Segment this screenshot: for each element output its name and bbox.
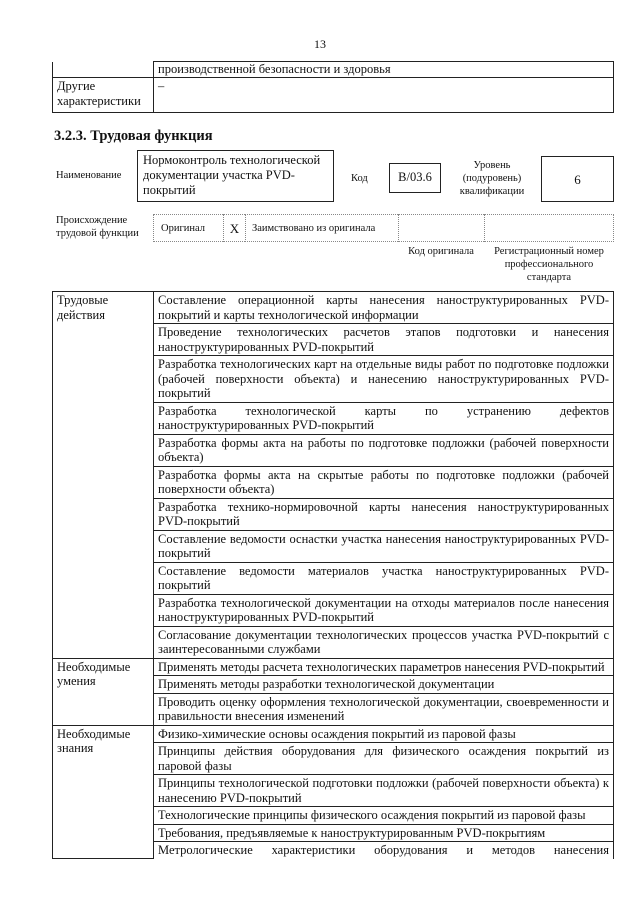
list-item: Разработка формы акта на скрытые работы по подготовке подложки (рабочей поверхности объекта) xyxy=(154,466,614,498)
list-item: Составление ведомости оснастки участка нанесения наноструктурированных PVD-покрытий xyxy=(154,530,614,562)
table-row xyxy=(53,78,614,113)
list-item: Проводить оценку оформления технологической документации, своевременности и правильности внесения изменений xyxy=(154,693,614,725)
table-cell-value: – xyxy=(154,78,614,113)
list-item: Технологические принципы физического осаждения покрытий из паровой фазы xyxy=(154,807,614,825)
labor-function-table xyxy=(52,291,614,859)
function-code-box: B/03.6 xyxy=(389,163,441,193)
list-item: Составление ведомости материалов участка наноструктурированных PVD-покрытий xyxy=(154,562,614,594)
original-label: Оригинал xyxy=(153,214,223,242)
original-mark: X xyxy=(223,214,245,242)
origin-row xyxy=(153,214,614,242)
table-cell-label: Другие характеристики xyxy=(53,78,154,113)
table-row xyxy=(53,658,614,676)
table-cell-label xyxy=(53,62,154,78)
origin-label: Происхождение трудовой функции xyxy=(56,215,139,239)
list-item: Составление операционной карты нанесения наноструктурированных PVD-покрытий и карты технологической информации xyxy=(154,292,614,324)
list-item: Физико-химические основы осаждения покрытий из паровой фазы xyxy=(154,725,614,743)
list-item: Согласование документации технологических процессов участка PVD-покрытий с заинтересованными службами xyxy=(154,626,614,658)
original-code-caption: Код оригинала xyxy=(408,246,474,257)
function-name-box: Нормоконтроль технологической документации участка PVD-покрытий xyxy=(137,150,334,202)
original-code-cell xyxy=(398,214,484,242)
list-item: Проведение технологических расчетов этапов подготовки и нанесения наноструктурированных PVD-покрытий xyxy=(154,324,614,356)
table-row xyxy=(53,62,614,78)
category-cell: Необходимые знания xyxy=(53,725,154,859)
qualification-level-box: 6 xyxy=(541,156,614,202)
list-item: Разработка формы акта на работы по подготовке подложки (рабочей поверхности объекта) xyxy=(154,434,614,466)
list-item: Метрологические характеристики оборудования и методов нанесения xyxy=(154,842,614,859)
list-item: Применять методы разработки технологической документации xyxy=(154,676,614,694)
registration-number-caption: Регистрационный номер профессионального стандарта xyxy=(494,246,604,283)
category-cell: Необходимые умения xyxy=(53,658,154,725)
section-title: 3.2.3. Трудовая функция xyxy=(54,128,213,144)
list-item: Разработка технологической карты по устранению дефектов наноструктурированных PVD-покрытий xyxy=(154,402,614,434)
list-item: Требования, предъявляемые к наноструктурированным PVD-покрытиям xyxy=(154,824,614,842)
list-item: Применять методы расчета технологических параметров нанесения PVD-покрытий xyxy=(154,658,614,676)
other-characteristics-table xyxy=(52,61,614,113)
table-cell-value: производственной безопасности и здоровья xyxy=(154,62,614,78)
registration-number-cell xyxy=(484,214,614,242)
list-item: Принципы действия оборудования для физического осаждения покрытий из паровой фазы xyxy=(154,743,614,775)
page-number: 13 xyxy=(314,37,326,51)
borrowed-label: Заимствовано из оригинала xyxy=(245,214,398,242)
qualification-level-label: Уровень (подуровень) квалификации xyxy=(459,160,525,197)
name-label: Наименование xyxy=(56,170,122,181)
list-item: Принципы технологической подготовки подложки (рабочей поверхности объекта) к нанесению PVD-покрытий xyxy=(154,775,614,807)
category-cell: Трудовые действия xyxy=(53,292,154,659)
table-row xyxy=(53,292,614,324)
list-item: Разработка технологических карт на отдельные виды работ по подготовке подложки (рабочей поверхности объекта) и нанесению наноструктурированных PVD-покрытий xyxy=(154,356,614,403)
code-label: Код xyxy=(351,173,368,184)
list-item: Разработка технико-нормировочной карты нанесения наноструктурированных PVD-покрытий xyxy=(154,498,614,530)
table-row xyxy=(53,725,614,743)
list-item: Разработка технологической документации на отходы материалов после нанесения наноструктурированных PVD-покрытий xyxy=(154,594,614,626)
